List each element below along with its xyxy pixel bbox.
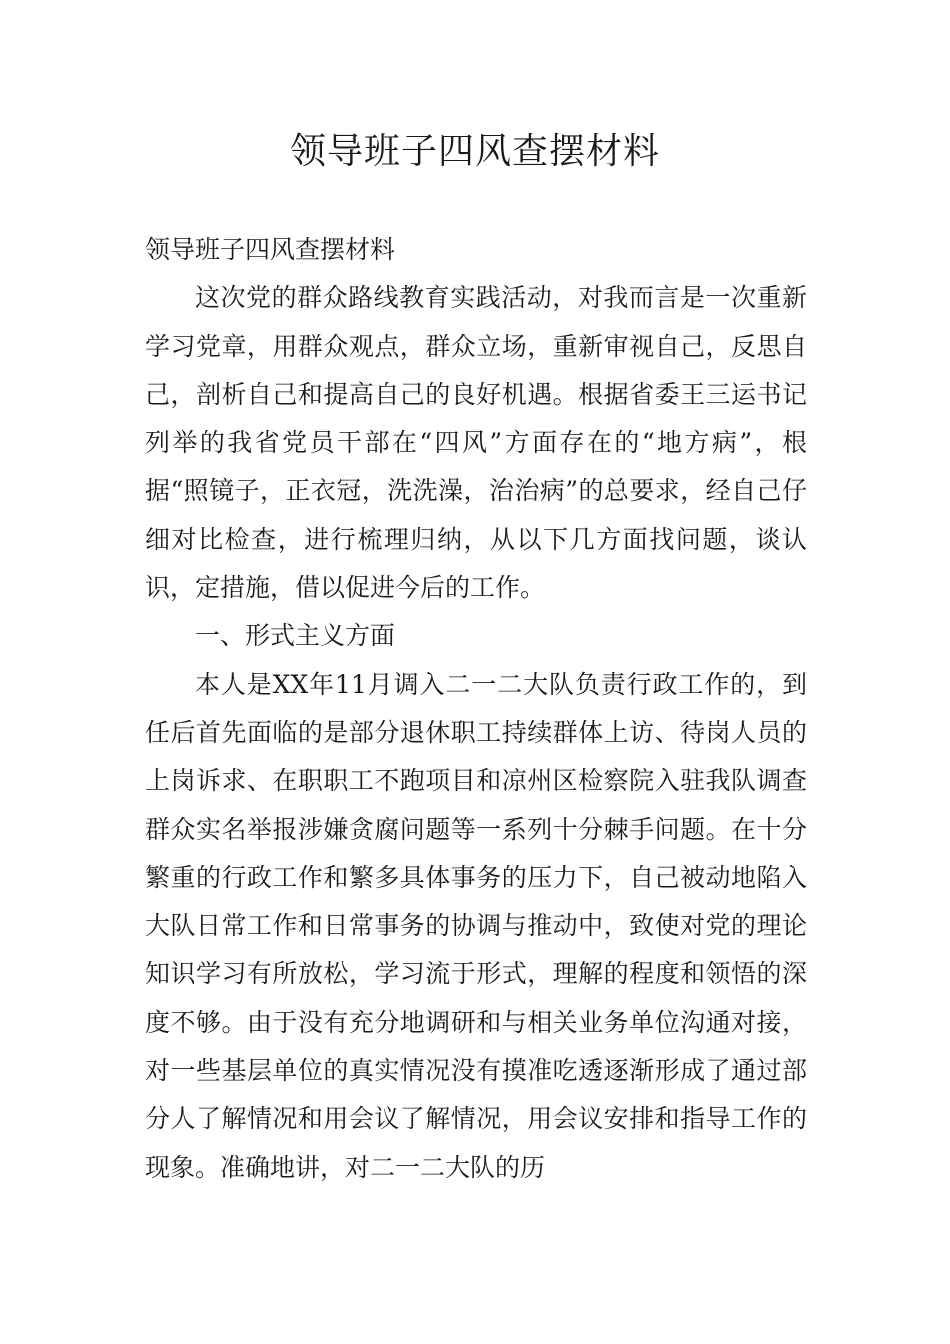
document-body [145, 226, 807, 1192]
paragraph-formalism: 本人是XX年11月调入二一二大队负责行政工作的，到任后首先面临的是部分退休职工持续群体上访、待岗人员的上岗诉求、在职职工不跑项目和凉州区检察院入驻我队调查群众实名举报涉嫌贪腐问题等一系列十分棘手问题。在十分繁重的行政工作和繁多具体事务的压力下，自己被动地陷入大队日常工作和日常事务的协调与推动中，致使对党的理论知识学习有所放松，学习流于形式，理解的程度和领悟的深度不够。由于没有充分地调研和与相关业务单位沟通对接，对一些基层单位的真实情况没有摸准吃透逐渐形成了通过部分人了解情况和用会议了解情况，用会议安排和指导工作的现象。准确地讲，对二一二大队的历 [145, 669, 807, 1182]
document-subtitle: 领导班子四风查摆材料 [145, 235, 396, 264]
section-heading-formalism: 一、形式主义方面 [195, 621, 396, 651]
paragraph-intro: 这次党的群众路线教育实践活动，对我而言是一次重新学习党章，用群众观点，群众立场，重新审视自己，反思自己，剖析自己和提高自己的良好机遇。根据省委王三运书记列举的我省党员干部在“四风”方面存在的“地方病”，根据“照镜子，正衣冠，洗洗澡，治治病”的总要求，经自己仔细对比检查，进行梳理归纳，从以下几方面找问题，谈认识，定措施，借以促进今后的工作。 [145, 283, 807, 603]
document-title: 领导班子四风查摆材料 [289, 131, 660, 172]
